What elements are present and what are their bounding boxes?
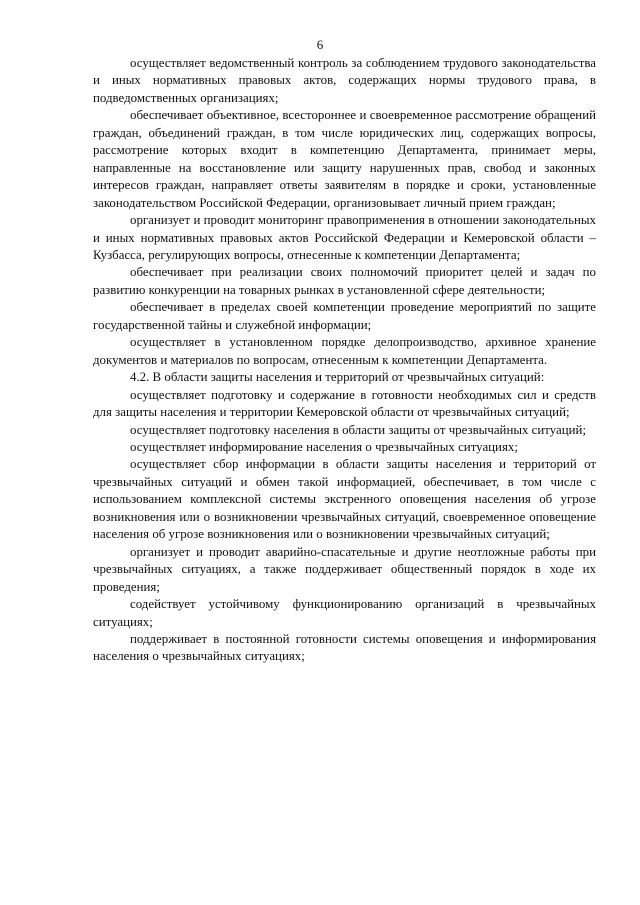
paragraph: обеспечивает при реализации своих полномочий приоритет целей и задач по развитию конкуренции на товарных рынках в установленной сфере деятельности; (93, 265, 596, 297)
paragraph: организует и проводит аварийно-спасательные и другие неотложные работы при чрезвычайных ситуациях, а также поддерживает общественный порядок в ходе их проведения; (93, 544, 596, 594)
paragraph: осуществляет информирование населения о чрезвычайных ситуациях; (130, 439, 518, 454)
paragraph: обеспечивает в пределах своей компетенции проведение мероприятий по защите государственной тайны и служебной информации; (93, 300, 596, 332)
paragraph: организует и проводит мониторинг правоприменения в отношении законодательных и иных нормативных правовых актов Российской Федерации и Кемеровской области – Кузбасса, регулирующих вопросы, отнесенные к компетенции Департамента; (93, 213, 596, 262)
section-heading: 4.2. В области защиты населения и территорий от чрезвычайных ситуаций: (130, 370, 545, 385)
paragraph: осуществляет ведомственный контроль за соблюдением трудового законодательства и иных нормативных правовых актов, содержащих нормы трудового права, в подведомственных организациях; (93, 56, 596, 105)
paragraph: осуществляет сбор информации в области защиты населения и территорий от чрезвычайных ситуаций и обмен такой информацией, обеспечивает, в том числе с использованием комплексной системы экстренного оповещения населения об угрозе возникновения или о возникновении чрезвычайных ситуаций, своевременное оповещение населения об угрозе возникновения или о возникновении чрезвычайных ситуаций; (93, 457, 596, 542)
paragraph: осуществляет подготовку и содержание в готовности необходимых сил и средств для защиты населения и территории Кемеровской области от чрезвычайных ситуаций; (93, 387, 596, 420)
page-number: 6 (316, 37, 324, 52)
paragraph: поддерживает в постоянной готовности системы оповещения и информирования населения о чрезвычайных ситуациях; (93, 631, 596, 664)
paragraph: осуществляет подготовку населения в области защиты от чрезвычайных ситуаций; (130, 422, 587, 437)
document-body (93, 55, 596, 666)
paragraph: осуществляет в установленном порядке делопроизводство, архивное хранение документов и материалов по вопросам, отнесенным к компетенции Департамента. (93, 335, 596, 367)
paragraph: содействует устойчивому функционированию организаций в чрезвычайных ситуациях; (93, 597, 596, 629)
paragraph: обеспечивает объективное, всестороннее и своевременное рассмотрение обращений граждан, объединений граждан, в том числе юридических лиц, содержащих вопросы, рассмотрение которых входит в компетенцию Департамента, принимает меры, направленные на восстановление или защиту нарушенных прав, свобод и законных интересов граждан, направляет ответы заявителям в порядке и сроки, установленные законодательством Российской Федерации, организовывает личный прием граждан; (93, 108, 596, 210)
